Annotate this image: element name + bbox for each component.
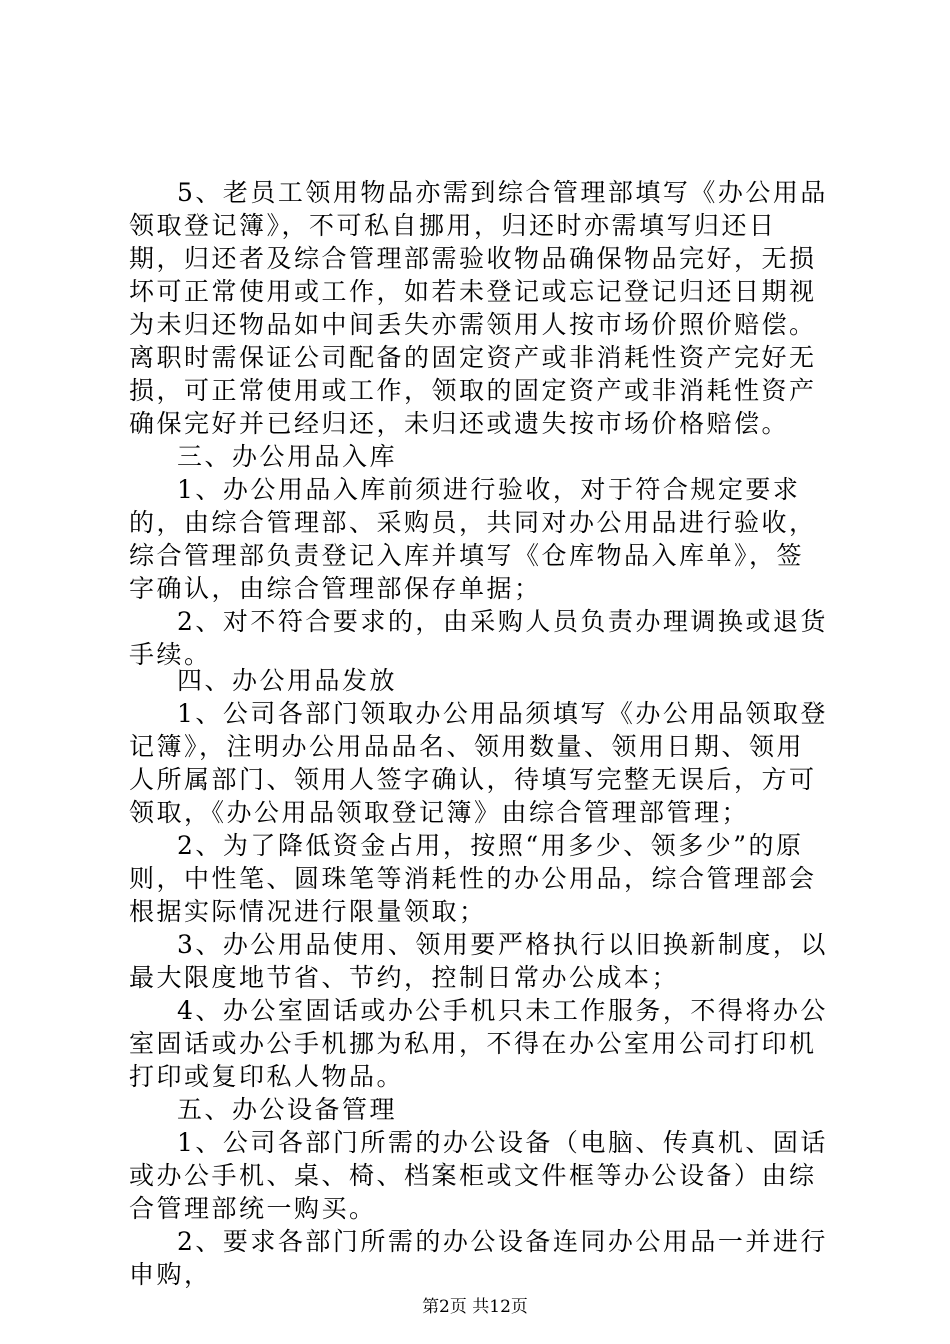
paragraph-distribution-4: 4、办公室固话或办公手机只未工作服务，不得将办公室固话或办公手机挪为私用，不得在办公室用公司打印机打印或复印私人物品。: [129, 996, 828, 1091]
paragraph-distribution-2: 2、为了降低资金占用，按照“用多少、领多少”的原则，中性笔、圆珠笔等消耗性的办公用品，综合管理部会根据实际情况进行限量领取；: [129, 831, 817, 926]
section-heading-distribution: 四、办公用品发放: [177, 666, 398, 695]
section-heading-warehousing: 三、办公用品入库: [177, 442, 398, 471]
paragraph-item-5-return: 5、老员工领用物品亦需到综合管理部填写《办公用品领取登记簿》，不可私自挪用，归还时亦需填写归还日期，归还者及综合管理部需验收物品确保物品完好，无损坏可正常使用或工作，如若未登记或忘记登记归还日期视为未归还物品如中间丢失亦需领用人按市场价照价赔偿。离职时需保证公司配备的固定资产或非消耗性资产完好无损，可正常使用或工作，领取的固定资产或非消耗性资产确保完好并已经归还，未归还或遗失按市场价格赔偿。: [129, 178, 828, 438]
paragraph-distribution-3: 3、办公用品使用、领用要严格执行以旧换新制度，以最大限度地节省、节约，控制日常办公成本；: [129, 930, 828, 992]
paragraph-equipment-1: 1、公司各部门所需的办公设备（电脑、传真机、固话或办公手机、桌、椅、档案柜或文件框等办公设备）由综合管理部统一购买。: [129, 1128, 828, 1223]
paragraph-distribution-1: 1、公司各部门领取办公用品须填写《办公用品领取登记簿》，注明办公用品品名、领用数量、领用日期、领用人所属部门、领用人签字确认，待填写完整无误后，方可领取，《办公用品领取登记簿》由综合管理部管理；: [129, 699, 828, 827]
page-number-footer: 第2页 共12页: [422, 1297, 528, 1317]
paragraph-equipment-2: 2、要求各部门所需的办公设备连同办公用品一并进行申购，: [129, 1227, 828, 1289]
paragraph-warehousing-1: 1、办公用品入库前须进行验收，对于符合规定要求的，由综合管理部、采购员，共同对办公用品进行验收，综合管理部负责登记入库并填写《仓库物品入库单》，签字确认，由综合管理部保存单据；: [129, 475, 817, 603]
paragraph-warehousing-2: 2、对不符合要求的，由采购人员负责办理调换或退货手续。: [129, 607, 828, 669]
section-heading-equipment: 五、办公设备管理: [177, 1095, 398, 1124]
